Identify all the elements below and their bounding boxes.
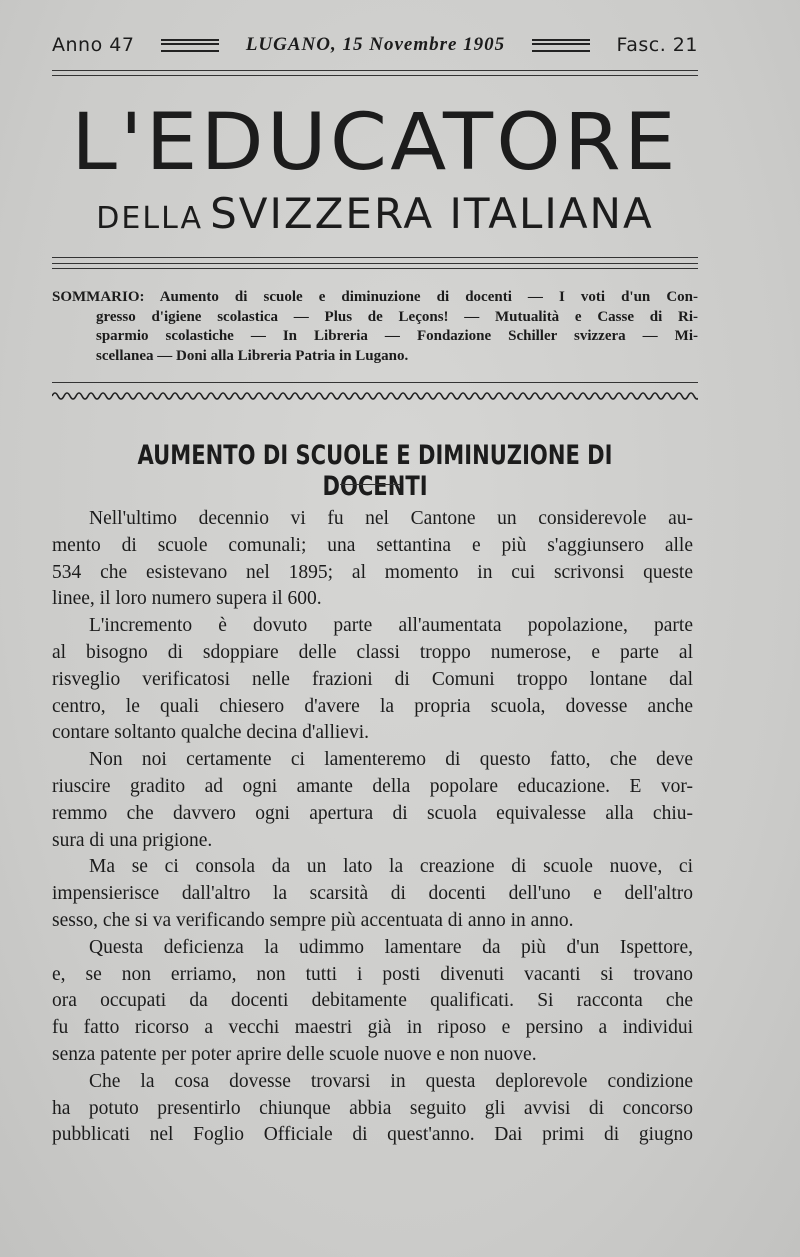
- divider: [52, 263, 698, 264]
- toc-line: gresso d'igiene scolastica — Plus de Leçons! — Mutualità e Casse di Ri-: [96, 308, 698, 325]
- text-line: al bisogno di sdoppiare delle classi troppo numerose, e parte al: [52, 641, 693, 663]
- text-line: mento di scuole comunali; una settantina e più s'aggiunsero alle: [52, 534, 693, 556]
- wavy-divider: [52, 388, 698, 404]
- text-line: L'incremento è dovuto parte all'aumentata popolazione, parte: [89, 615, 693, 637]
- text-line: centro, le quali chiesero d'avere la propria scuola, dovesse anche: [52, 695, 693, 717]
- text-line: 534 che esistevano nel 1895; al momento in cui scrivonsi queste: [52, 561, 693, 583]
- divider: [52, 382, 698, 383]
- subtitle-della: DELLA: [96, 201, 203, 236]
- volume-number: Anno 47: [52, 34, 135, 56]
- ornament-rule: [532, 39, 590, 52]
- heading-underline: [340, 484, 400, 485]
- toc-line: SOMMARIO: Aumento di scuole e diminuzione di docenti — I voti d'un Con-: [52, 289, 698, 305]
- article-body: [52, 506, 693, 1149]
- text-line: Che la cosa dovesse trovarsi in questa deplorevole condizione: [89, 1070, 693, 1092]
- text-line: ora occupati da docenti debitamente qualificati. Si racconta che: [52, 990, 693, 1012]
- divider: [52, 70, 698, 71]
- divider: [52, 75, 698, 76]
- text-line: sesso, che si va verificando sempre più accentuata di anno in anno.: [52, 909, 574, 931]
- table-of-contents: [52, 288, 698, 366]
- text-line: riuscire gradito ad ogni amante della popolare educazione. E vor-: [52, 775, 693, 797]
- masthead: [52, 30, 698, 60]
- text-line: remmo che davvero ogni apertura di scuola equivalesse alla chiu-: [52, 802, 693, 824]
- place-date: LUGANO, 15 Novembre 1905: [245, 34, 506, 55]
- text-line: linee, il loro numero supera il 600.: [52, 588, 322, 610]
- text-line: Ma se ci consola da un lato la creazione di scuole nuove, ci: [89, 856, 693, 878]
- divider: [52, 257, 698, 258]
- text-line: contare soltanto qualche decina d'allievi.: [52, 722, 370, 744]
- article-heading: AUMENTO DI SCUOLE E DIMINUZIONE DI DOCENTI: [137, 440, 613, 502]
- text-line: sura di una prigione.: [52, 829, 213, 851]
- text-line: Questa deficienza la udimmo lamentare da più d'un Ispettore,: [89, 936, 693, 958]
- text-line: e, se non erriamo, non tutti i posti divenuti vacanti si trovano: [52, 963, 693, 985]
- toc-line: sparmio scolastiche — In Libreria — Fondazione Schiller svizzera — Mi-: [96, 328, 698, 344]
- text-line: pubblicati nel Foglio Officiale di quest'anno. Dai primi di giugno: [52, 1124, 693, 1146]
- text-line: fu fatto ricorso a vecchi maestri già in riposo e persino a individui: [52, 1017, 693, 1039]
- ornament-rule: [161, 39, 219, 52]
- text-line: Non noi certamente ci lamenteremo di questo fatto, che deve: [89, 749, 693, 771]
- text-line: risveglio verificatosi nelle frazioni di Comuni troppo lontane dal: [52, 668, 693, 690]
- journal-title: L'EDUCATORE: [71, 98, 679, 188]
- subtitle-main: SVIZZERA ITALIANA: [210, 189, 654, 238]
- journal-subtitle: [52, 190, 698, 247]
- text-line: ha potuto presentirlo chiunque abbia seguito gli avvisi di concorso: [52, 1097, 693, 1119]
- divider: [52, 268, 698, 269]
- toc-line: scellanea — Doni alla Libreria Patria in Lugano.: [96, 347, 409, 364]
- text-line: senza patente per poter aprire delle scuole nuove e non nuove.: [52, 1043, 537, 1065]
- issue-number: Fasc. 21: [616, 34, 698, 56]
- text-line: impensierisce dall'altro la scarsità di docenti dell'uno e dell'altro: [52, 883, 693, 905]
- text-line: Nell'ultimo decennio vi fu nel Cantone un considerevole au-: [89, 508, 693, 529]
